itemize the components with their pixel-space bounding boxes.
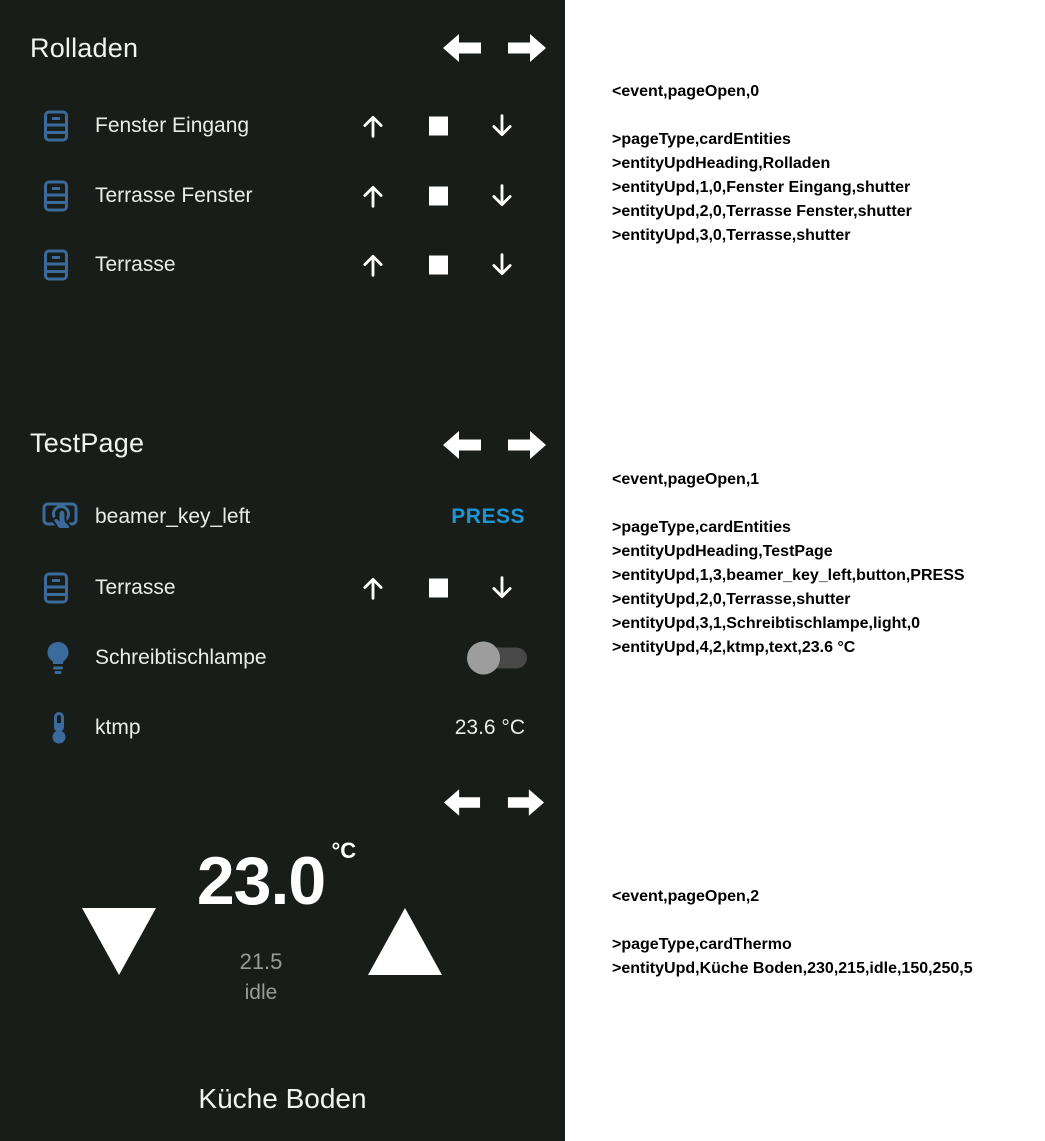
light-toggle[interactable] [469,648,527,669]
arrow-up-icon [360,575,386,601]
arrow-down-icon [489,113,515,139]
card-nav [442,430,547,460]
shutter-stop-button[interactable] [429,256,448,275]
entity-row [0,632,565,684]
entity-row [0,170,565,222]
arrow-down-icon [489,183,515,209]
entity-row [0,491,565,543]
thermostat-state: idle [244,981,278,1004]
log-line: >entityUpd,4,2,ktmp,text,23.6 °C [612,639,856,656]
card-nav [443,788,545,817]
nav-next-button[interactable] [507,430,547,460]
arrow-up-icon [360,183,386,209]
arrow-right-icon [507,430,547,460]
gesture-tap-button-icon [42,497,78,537]
temp-unit: °C [331,838,357,863]
stop-icon [429,579,448,598]
log-event-line: <event,pageOpen,1 [612,471,760,488]
log-line: >pageType,cardEntities [612,131,791,148]
entity-row [0,239,565,291]
temp-current-value: 23.0 [196,843,326,919]
stop-icon [429,256,448,275]
arrow-right-icon [507,33,547,63]
log-line: >entityUpd,1,3,beamer_key_left,button,PRESS [612,567,965,584]
stop-icon [429,187,448,206]
entity-label: ktmp [95,716,141,739]
card-heading: TestPage [30,428,145,458]
shutter-down-button[interactable] [489,113,515,139]
arrow-right-icon [507,788,545,817]
log-line: >entityUpd,2,0,Terrasse,shutter [612,591,851,608]
log-line: >entityUpd,2,0,Terrasse Fenster,shutter [612,203,912,220]
shutter-down-button[interactable] [489,575,515,601]
nav-next-button[interactable] [507,33,547,63]
arrow-left-icon [442,33,482,63]
shutter-down-button[interactable] [489,252,515,278]
arrow-down-icon [489,575,515,601]
arrow-up-icon [360,113,386,139]
arrow-up-icon [360,252,386,278]
arrow-left-icon [442,430,482,460]
nav-next-button[interactable] [507,788,545,817]
entity-label: Fenster Eingang [95,114,250,137]
entity-row [0,702,565,754]
temp-increase-button[interactable] [368,908,442,975]
shutter-stop-button[interactable] [429,187,448,206]
toggle-knob [467,642,500,675]
log-line: >entityUpdHeading,TestPage [612,543,833,560]
card-nav [442,33,547,63]
shutter-up-button[interactable] [360,113,386,139]
shutter-up-button[interactable] [360,252,386,278]
nav-prev-button[interactable] [443,788,481,817]
card-testpage [0,400,565,770]
arrow-down-icon [489,252,515,278]
entity-label: Terrasse [95,576,176,599]
entity-label: beamer_key_left [95,505,251,528]
entity-value: 23.6 °C [454,716,525,739]
window-shutter-icon [44,250,68,281]
card-thermostat [0,760,565,1141]
window-shutter-icon [44,111,68,142]
log-line: >entityUpd,1,0,Fenster Eingang,shutter [612,179,911,196]
card-rolladen [0,0,565,395]
log-line: >entityUpdHeading,Rolladen [612,155,831,172]
entity-label: Terrasse [95,253,176,276]
log-block-page0 [612,80,912,248]
log-event-line: <event,pageOpen,0 [612,83,760,100]
log-line: >entityUpd,3,1,Schreibtischlampe,light,0 [612,615,921,632]
window-shutter-icon [44,573,68,604]
shutter-stop-button[interactable] [429,579,448,598]
nav-prev-button[interactable] [442,33,482,63]
window-shutter-icon [44,181,68,212]
shutter-up-button[interactable] [360,183,386,209]
entity-row [0,562,565,614]
thermometer-icon [49,712,69,744]
entity-label: Terrasse Fenster [95,184,253,207]
log-line: >entityUpd,Küche Boden,230,215,idle,150,250,5 [612,960,973,977]
card-heading: Rolladen [30,33,139,63]
shutter-stop-button[interactable] [429,117,448,136]
thermostat-title: Küche Boden [198,1083,367,1114]
log-line: >pageType,cardThermo [612,936,792,953]
lightbulb-icon [45,641,71,675]
arrow-left-icon [443,788,481,817]
log-line: >entityUpd,3,0,Terrasse,shutter [612,227,851,244]
temp-target-value: 21.5 [239,949,283,974]
entity-label: Schreibtischlampe [95,646,267,669]
log-block-page1 [612,468,965,660]
press-button[interactable]: PRESS [451,505,525,528]
log-line: >pageType,cardEntities [612,519,791,536]
shutter-down-button[interactable] [489,183,515,209]
nav-prev-button[interactable] [442,430,482,460]
current-temperature [155,838,367,920]
entity-row [0,100,565,152]
stop-icon [429,117,448,136]
shutter-up-button[interactable] [360,575,386,601]
log-event-line: <event,pageOpen,2 [612,888,760,905]
log-block-page2 [612,885,973,981]
temp-decrease-button[interactable] [82,908,156,975]
